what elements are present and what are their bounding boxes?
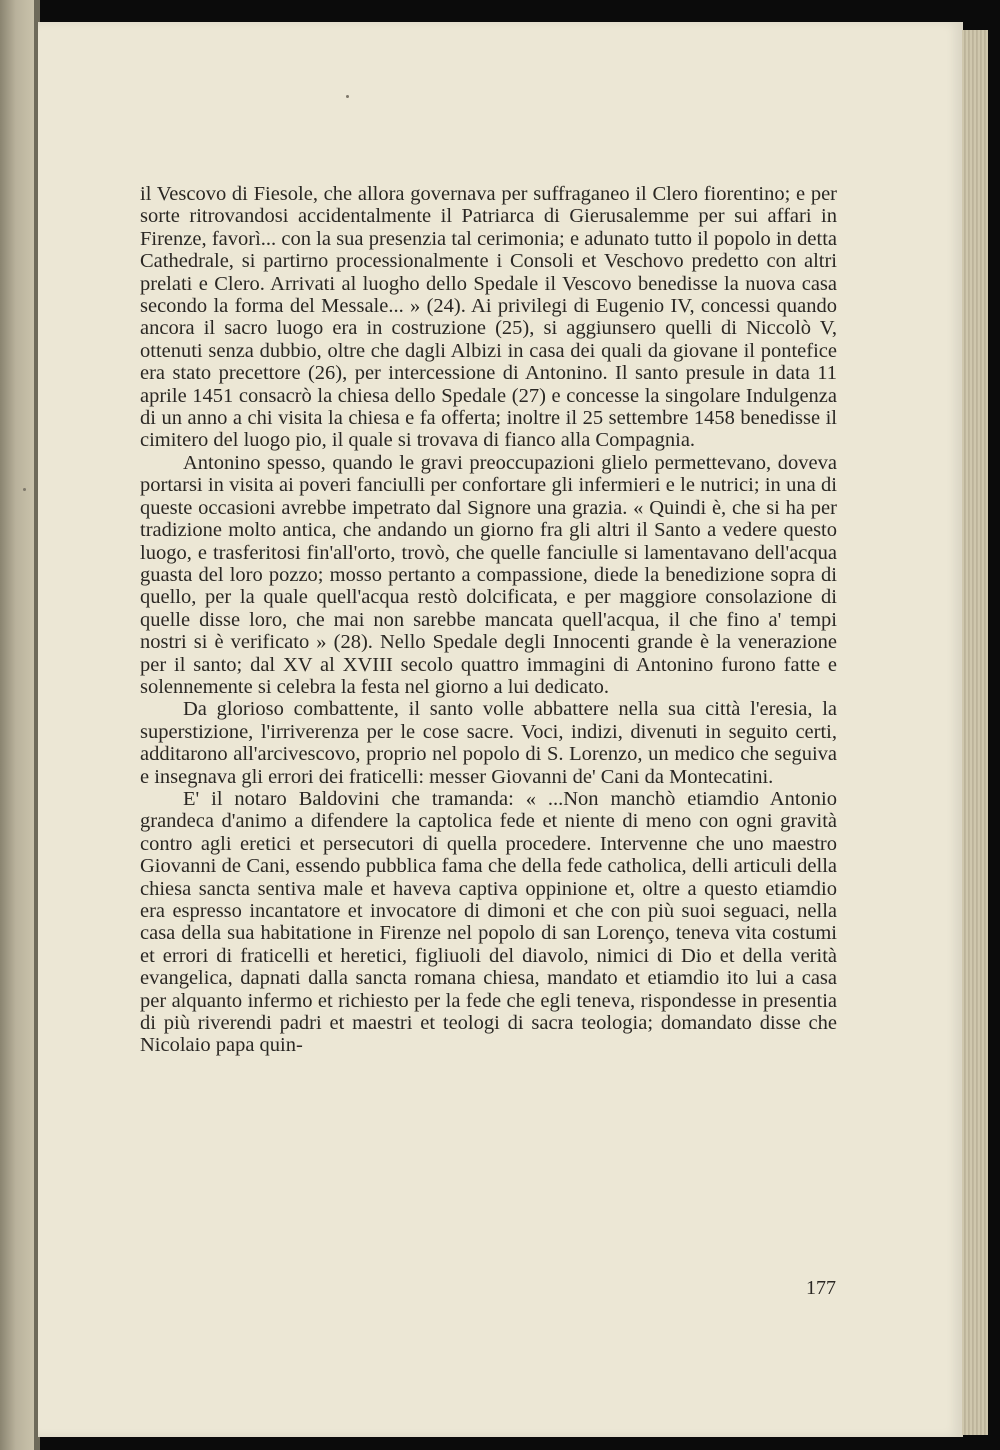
- paragraph-2: Antonino spesso, quando le gravi preoccupazioni glielo permettevano, doveva portarsi in visita ai poveri fanciulli per confortare gli infermieri e le nutrici; in una di queste occasioni avrebbe impetrato dal Signore una grazia. « Quindi è, che si ha per tradizione molto antica, che andando un giorno fra gli altri il Santo a vedere questo luogo, e trasferitosi fin'all'orto, trovò, che quelle fanciulle si lamentavano dell'acqua guasta del loro pozzo; mosso pertanto a compassione, diede la benedizione sopra di quello, per la quale quell'acqua restò dolcificata, e per maggiore consolazione di quelle disse loro, che mai non sarebbe mancata quell'acqua, il che fino a' tempi nostri si è verificato » (28). Nello Spedale degli Innocenti grande è la venerazione per il santo; dal XV al XVIII secolo quattro immagini di Antonino furono fatte e solennemente si celebra la festa nel giorno a lui dedicato.: [140, 451, 837, 698]
- page-stack-edges: [962, 30, 988, 1435]
- body-text: [140, 183, 837, 1057]
- paper-speck: [23, 488, 26, 491]
- page-number: 177: [806, 1277, 836, 1299]
- paragraph-4: E' il notaro Baldovini che tramanda: « ...Non manchò etiamdio Antonio grandeca d'animo a difendere la captolica fede et niente di meno con ogni gravità contro agli eretici et persecutori di quella procedere. Intervenne che uno maestro Giovanni de Cani, essendo pubblica fama che della fede catholica, delli articuli della chiesa sancta sentiva male et haveva captiva oppinione et, oltre a questo etiamdio era espresso incantatore et invocatore di dimoni et che con più suoi seguaci, nella casa della sua habitatione in Firenze nel popolo di san Lorenço, teneva vita costumi et errori di fraticelli et heretici, figliuoli del diavolo, nimici di Dio et della verità evangelica, dapnati dalla sancta romana chiesa, mandato et etiamdio ito lui a casa per alquanto infermo et richiesto per la fede che egli teneva, rispondesse in presentia di più riverendi padri et maestri et teologi di sacra teologia; domandato disse che Nicolaio papa quin-: [140, 787, 837, 1057]
- left-page-strip: [0, 0, 40, 1450]
- paper-speck: [346, 95, 349, 98]
- paragraph-3: Da glorioso combattente, il santo volle abbattere nella sua città l'eresia, la superstizione, l'irriverenza per le cose sacre. Voci, indizi, divenuti in seguito certi, additarono all'arcivescovo, proprio nel popolo di S. Lorenzo, un medico che seguiva e insegnava gli errori dei fraticelli: messer Giovanni de' Cani da Montecatini.: [140, 698, 837, 788]
- paragraph-1: il Vescovo di Fiesole, che allora governava per suffraganeo il Clero fiorentino; e per sorte ritrovandosi accidentalmente il Patriarca di Gierusalemme per sui affari in Firenze, favorì... con la sua presenzia tal cerimonia; e adunato tutto il popolo in detta Cathedrale, si partirno processionalmente i Consoli et Veschovo predetto con altri prelati e Clero. Arrivati al luogho dello Spedale il Vescovo benedisse la nuova casa secondo la forma del Messale... » (24). Ai privilegi di Eugenio IV, concessi quando ancora il sacro luogo era in costruzione (25), si aggiunsero quelli di Niccolò V, ottenuti senza dubbio, oltre che dagli Albizi in casa dei quali da giovane il pontefice era stato precettore (26), per intercessione di Antonino. Il santo presule in data 11 aprile 1451 consacrò la chiesa dello Spedale (27) e concesse la singolare Indulgenza di un anno a chi visita la chiesa e fa offerta; inoltre il 25 settembre 1458 benedisse il cimitero del luogo pio, il quale si trovava di fianco alla Compagnia.: [140, 183, 837, 452]
